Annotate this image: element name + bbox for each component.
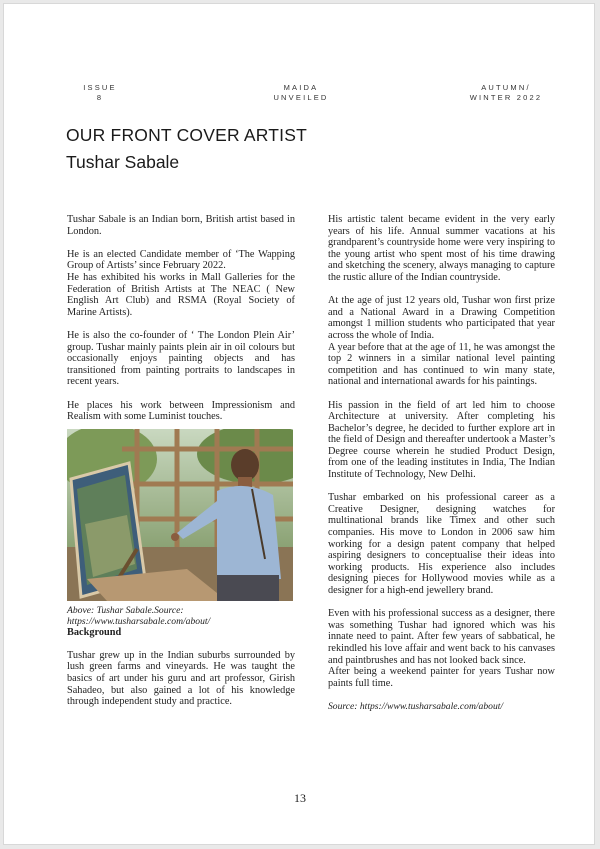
magazine-name-line1: MAIDA (283, 83, 319, 92)
paragraph: He has exhibited his works in Mall Galleries for the Federation of British Artists at The NEAC ( New English Art Club) and RSMA (Royal Society of Marine Artists). (67, 271, 295, 318)
paragraph: A year before that at the age of 11, he was amongst the top 2 winners in a similar national level painting competition and has continued to win many state, national and international awards for his paintings. (328, 341, 555, 388)
issue-word: ISSUE (83, 83, 117, 92)
paragraph: Even with his professional success as a designer, there was something Tushar had ignored which was his innate need to paint. After few years of sabbatical, he rekindled his love affair and went back to his canvases and paintbrushes and has not looked back since. (328, 608, 555, 666)
issue-label (74, 83, 126, 103)
caption-link: https://www.tusharsabale.com/about/ (67, 615, 211, 627)
paragraph: He is an elected Candidate member of ‘The Wapping Group of Artists’ since February 2022. (67, 248, 295, 272)
caption-text: Above: Tushar Sabale.Source: (67, 604, 184, 616)
artist-photo (67, 429, 293, 601)
background-heading: Background (67, 626, 122, 638)
paragraph: His passion in the field of art led him to choose Architecture at university. After completing his Bachelor’s degree, he decided to further explore art in the field of Design and thereafter undertook a Master’s Degree course wherein he studied Product Design, from one of the leading institutes in India, The Indian Institute of Technology, New Delhi. (328, 399, 555, 481)
season-line1: AUTUMN/ (481, 83, 531, 92)
paragraph: He is also the co-founder of ‘ The London Plein Air’ group. Tushar mainly paints plein air in oil colours but occasionally enjoys painting objects and has transitioned from painting portraits to landscapes in recent years. (67, 329, 295, 388)
paragraph: Tushar embarked on his professional career as a Creative Designer, designing watches for multinational brands like Timex and other such companies. His move to London in 2006 saw him working for a design patent company that helped aspiring designers to conceptualise their ideas into working products. His experience also includes designing pieces for Hollywood movies while as a designer for a high-end jewellery brand. (328, 492, 555, 596)
paragraph: His artistic talent became evident in the very early years of his life. Annual summer vacations at his grandparent’s countryside home were very inspiring to the young artist who spent most of his time drawing and sketching the scenery, always managing to capture the rustic allure of the Indian countryside. (328, 214, 555, 283)
paragraph: Tushar Sabale is an Indian born, British artist based in London. (67, 214, 295, 237)
left-column (67, 214, 295, 708)
section-title: OUR FRONT COVER ARTIST (66, 125, 308, 145)
paragraph: After being a weekend painter for years Tushar now paints full time. (328, 666, 555, 689)
magazine-name-line2: UNVEILED (273, 93, 329, 102)
photo-caption (67, 605, 295, 627)
artist-painting-image (67, 429, 293, 601)
page-number: 13 (294, 791, 306, 805)
paragraph: Tushar grew up in the Indian suburbs surrounded by lush green farms and vineyards. He was taught the basics of art under his guru and art professor, Girish Sahadeo, but also gained a lot of his knowledge through independent study and practice. (67, 649, 295, 708)
issue-number: 8 (96, 93, 104, 102)
artist-name: Tushar Sabale (66, 152, 180, 172)
paragraph: He places his work between Impressionism and Realism with some Luminist touches. (67, 399, 295, 423)
season-line2: WINTER 2022 (469, 93, 543, 102)
right-column (328, 214, 555, 713)
paragraph: At the age of just 12 years old, Tushar won first prize and a National Award in a Drawing Competition amongst 1 million students who participated that year across the whole of India. (328, 295, 555, 341)
magazine-page (3, 3, 595, 845)
magazine-name (266, 83, 336, 103)
source-credit: Source: https://www.tusharsabale.com/about/ (328, 701, 504, 713)
season-label (456, 83, 556, 103)
